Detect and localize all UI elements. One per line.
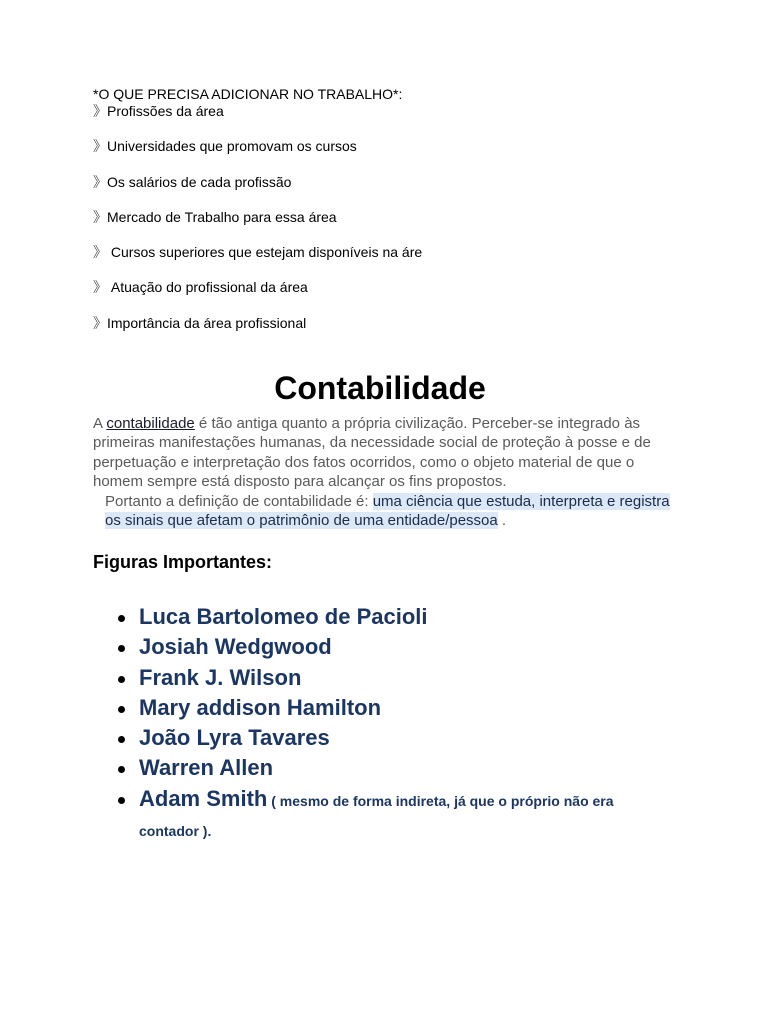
definition-line: [93, 492, 683, 531]
person-name: Josiah Wedgwood: [139, 634, 332, 660]
contabilidade-link[interactable]: contabilidade: [106, 415, 195, 432]
bullet-icon: [118, 736, 125, 743]
todo-heading: *O QUE PRECISA ADICIONAR NO TRABALHO*:: [93, 86, 403, 102]
person-name: João Lyra Tavares: [139, 725, 330, 751]
document-title: Contabilidade: [274, 370, 486, 406]
bullet-icon: [118, 706, 125, 713]
definition-prefix: Portanto a definição de contabilidade é:: [105, 492, 373, 510]
todo-item: 》 Atuação do profissional da área: [93, 279, 308, 296]
todo-item: 》Importância da área profissional: [93, 314, 307, 331]
intro-paragraph: [93, 414, 683, 530]
intro-body: é tão antiga quanto a própria civilização. Perceber-se integrado às primeiras manifestações humanas, da necessidade social de proteção à posse e de perpetuação e interpretação dos fatos ocorridos, como o objeto material de que o homem sempre está disposto para alcançar os fins propostos.: [93, 415, 651, 491]
list-item: [116, 663, 676, 693]
bullet-icon: [118, 645, 125, 652]
list-item: [116, 602, 676, 632]
todo-item: 》Os salários de cada profissão: [93, 173, 292, 190]
person-name: Luca Bartolomeo de Pacioli: [139, 604, 428, 629]
todo-item: 》Mercado de Trabalho para essa área: [93, 208, 337, 225]
definition-suffix: .: [497, 512, 507, 530]
person-name: Warren Allen: [139, 755, 274, 781]
todo-item: 》Profissões da área: [93, 103, 224, 119]
todo-list: [93, 86, 693, 332]
list-item: [116, 784, 676, 845]
person-name: Frank J. Wilson: [139, 664, 302, 690]
person-note: ( mesmo de forma indireta, já que o próprio não era contador ).: [139, 792, 614, 840]
list-item: [116, 723, 676, 753]
list-item: [116, 753, 676, 783]
person-name: Adam Smith: [139, 785, 268, 811]
todo-item: 》 Cursos superiores que estejam disponíveis na áre: [93, 244, 423, 261]
list-item: [116, 693, 676, 723]
person-name: Mary addison Hamilton: [139, 694, 382, 720]
figures-list: [116, 602, 676, 844]
figures-heading: Figuras Importantes:: [93, 552, 273, 572]
bullet-icon: [118, 615, 125, 622]
definition-highlight: uma ciência que estuda, interpreta e registra os sinais que afetam o patrimônio de uma entidade/pessoa: [105, 492, 670, 530]
bullet-icon: [118, 766, 125, 773]
bullet-icon: [118, 797, 125, 804]
todo-item: 》Universidades que promovam os cursos: [93, 138, 357, 155]
list-item: [116, 632, 676, 662]
intro-prefix: A: [93, 415, 107, 432]
bullet-icon: [118, 676, 125, 683]
